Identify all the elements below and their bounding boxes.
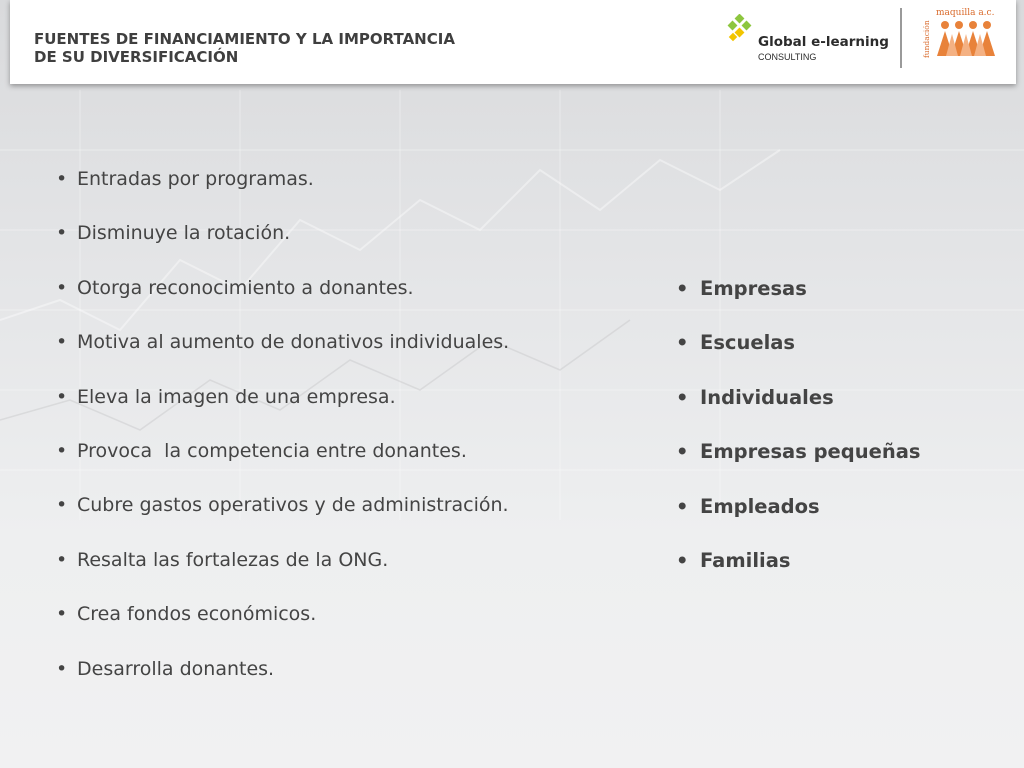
bullet: • [56, 548, 68, 571]
list-item [676, 494, 921, 548]
bullet: • [56, 168, 68, 190]
list-item [56, 330, 509, 384]
list-item [56, 221, 509, 275]
global-elearning-name: Global e-learning [758, 34, 889, 50]
bullet: • [56, 385, 68, 408]
list-item-text: Provoca la competencia entre donantes. [77, 439, 467, 462]
list-item [56, 276, 509, 330]
list-item-text: Cubre gastos operativos y de administración. [77, 494, 509, 517]
benefits-list [56, 167, 509, 711]
list-item [56, 493, 509, 547]
bullet: • [56, 603, 68, 626]
people-figures-icon [936, 20, 998, 58]
bullet: • [676, 277, 689, 300]
fundacion-vertical-text: fundación [922, 20, 931, 58]
list-item-text: Motiva al aumento de donativos individuales. [77, 331, 510, 354]
list-item [56, 657, 509, 711]
list-item [56, 439, 509, 493]
bullet: • [56, 657, 68, 680]
bullet: • [676, 331, 689, 355]
list-item [56, 385, 509, 439]
global-elearning-logo [726, 14, 896, 66]
list-item [676, 385, 921, 439]
list-item-text: Entradas por programas. [77, 168, 314, 190]
list-item-text: Eleva la imagen de una empresa. [77, 385, 396, 408]
bullet: • [56, 222, 68, 245]
list-item-text: Desarrolla donantes. [77, 657, 275, 680]
bullet: • [676, 385, 689, 409]
slide-title [34, 30, 594, 66]
list-item-text: Empresas pequeñas [700, 440, 921, 464]
list-item [676, 276, 921, 330]
funding-sources-list [676, 276, 921, 602]
list-item [676, 548, 921, 602]
fundacion-name: maquilla a.c. [936, 8, 995, 18]
list-item-text: Empleados [700, 494, 820, 518]
global-elearning-mark-icon [726, 14, 756, 44]
bullet: • [676, 440, 689, 464]
list-item [676, 439, 921, 493]
list-item [56, 167, 509, 221]
list-item-text: Crea fondos económicos. [77, 603, 317, 626]
list-item [676, 330, 921, 384]
bullet: • [56, 439, 68, 462]
list-item-text: Resalta las fortalezas de la ONG. [77, 548, 389, 571]
bullet: • [56, 494, 68, 517]
bullet: • [56, 331, 68, 354]
header-divider [900, 8, 902, 68]
bullet: • [676, 494, 689, 518]
list-item-text: Disminuye la rotación. [77, 222, 291, 245]
list-item-text: Individuales [700, 385, 834, 409]
bullet: • [56, 276, 68, 299]
list-item-text: Empresas [700, 277, 807, 300]
list-item [56, 548, 509, 602]
global-elearning-subtitle: CONSULTING [758, 52, 817, 62]
slide-header [10, 0, 1016, 84]
fundacion-logo [922, 6, 1000, 62]
list-item-text: Otorga reconocimiento a donantes. [77, 276, 414, 299]
list-item-text: Escuelas [700, 331, 796, 355]
list-item [56, 602, 509, 656]
slide-title-line-1: FUENTES DE FINANCIAMIENTO Y LA IMPORTANCIA [34, 30, 455, 48]
slide-title-line-2: DE SU DIVERSIFICACIÓN [34, 48, 239, 66]
list-item-text: Familias [700, 548, 791, 572]
bullet: • [676, 548, 689, 572]
